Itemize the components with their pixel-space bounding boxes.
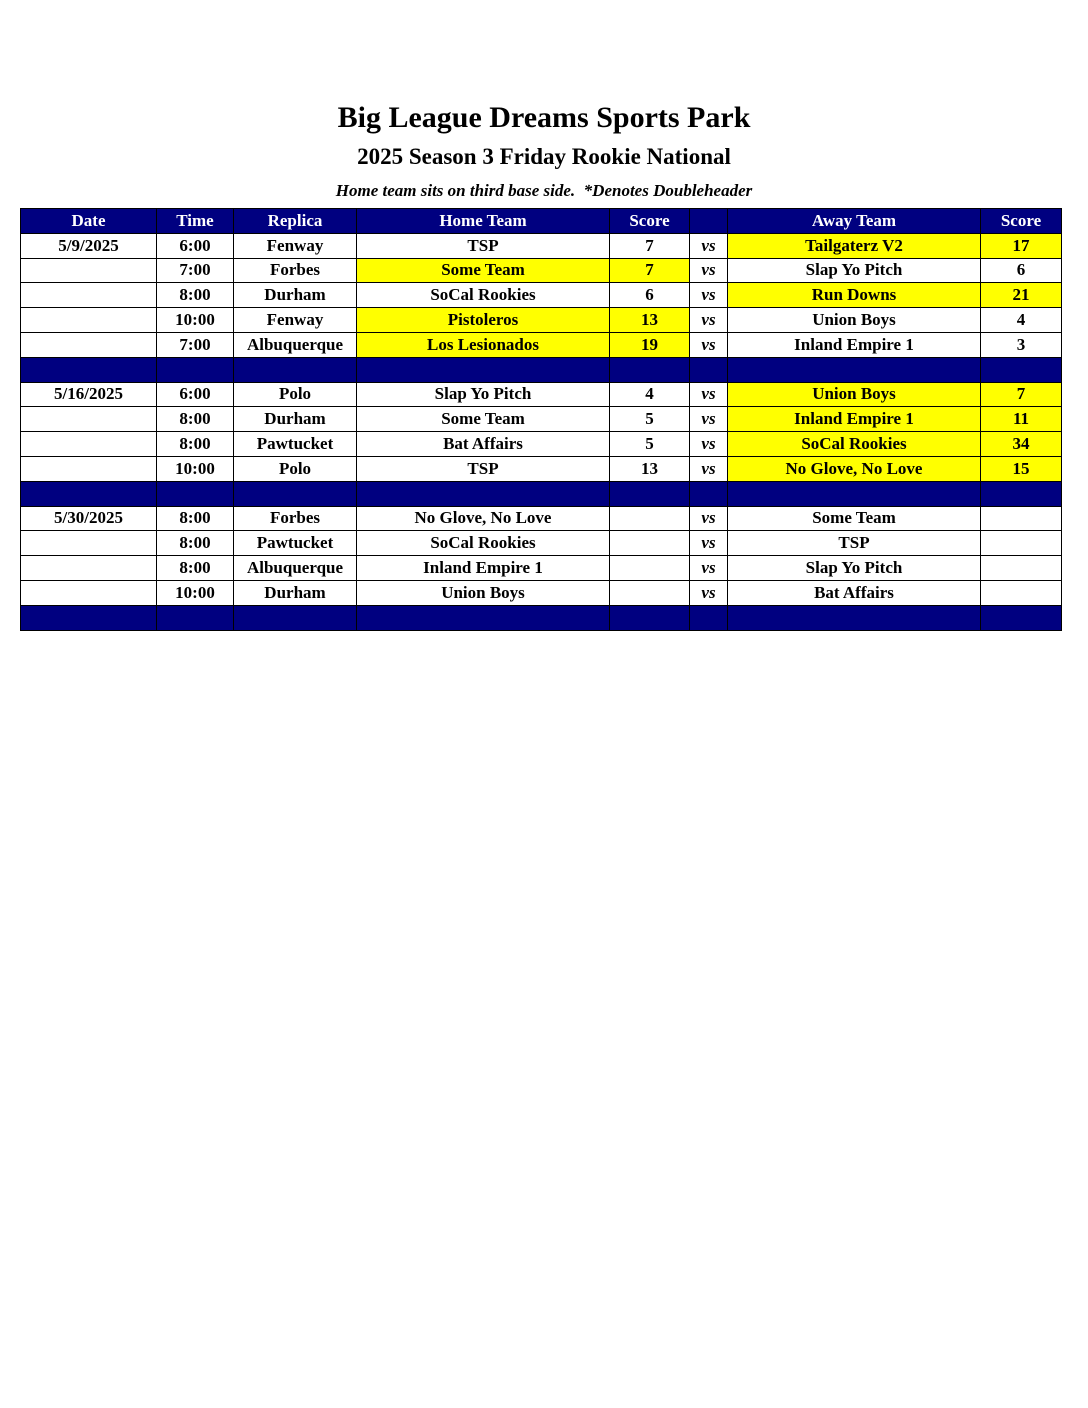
separator-cell bbox=[728, 357, 981, 382]
home-score: 7 bbox=[610, 233, 690, 258]
separator-cell bbox=[157, 481, 234, 506]
vs-label: vs bbox=[690, 556, 728, 581]
separator-cell bbox=[690, 357, 728, 382]
home-score: 19 bbox=[610, 332, 690, 357]
vs-label: vs bbox=[690, 308, 728, 333]
game-row bbox=[21, 432, 1062, 457]
game-time: 8:00 bbox=[157, 407, 234, 432]
game-date bbox=[21, 258, 157, 283]
game-time: 8:00 bbox=[157, 283, 234, 308]
game-date bbox=[21, 407, 157, 432]
game-date: 5/30/2025 bbox=[21, 506, 157, 531]
separator-cell bbox=[357, 605, 610, 630]
away-score: 4 bbox=[981, 308, 1062, 333]
game-replica: Durham bbox=[234, 407, 357, 432]
separator-cell bbox=[610, 357, 690, 382]
separator-cell bbox=[21, 605, 157, 630]
game-replica: Durham bbox=[234, 580, 357, 605]
home-team: Some Team bbox=[357, 407, 610, 432]
vs-label: vs bbox=[690, 407, 728, 432]
separator-row bbox=[21, 357, 1062, 382]
home-score: 6 bbox=[610, 283, 690, 308]
game-time: 7:00 bbox=[157, 258, 234, 283]
game-date bbox=[21, 432, 157, 457]
home-score: 4 bbox=[610, 382, 690, 407]
away-score: 34 bbox=[981, 432, 1062, 457]
vs-label: vs bbox=[690, 531, 728, 556]
vs-label: vs bbox=[690, 506, 728, 531]
page-title: Big League Dreams Sports Park bbox=[337, 101, 751, 134]
game-replica: Polo bbox=[234, 382, 357, 407]
game-replica: Pawtucket bbox=[234, 432, 357, 457]
away-score: 3 bbox=[981, 332, 1062, 357]
separator-cell bbox=[21, 481, 157, 506]
game-row bbox=[21, 456, 1062, 481]
game-row bbox=[21, 531, 1062, 556]
separator-cell bbox=[234, 605, 357, 630]
home-team: SoCal Rookies bbox=[357, 283, 610, 308]
separator-cell bbox=[728, 481, 981, 506]
separator-cell bbox=[357, 481, 610, 506]
away-team: Inland Empire 1 bbox=[728, 407, 981, 432]
game-time: 10:00 bbox=[157, 456, 234, 481]
away-team: Some Team bbox=[728, 506, 981, 531]
separator-cell bbox=[610, 481, 690, 506]
separator-cell bbox=[690, 605, 728, 630]
game-replica: Albuquerque bbox=[234, 556, 357, 581]
separator-cell bbox=[157, 357, 234, 382]
game-date bbox=[21, 283, 157, 308]
separator-cell bbox=[728, 605, 981, 630]
game-row bbox=[21, 283, 1062, 308]
vs-label: vs bbox=[690, 233, 728, 258]
schedule-table bbox=[20, 208, 1062, 631]
game-time: 8:00 bbox=[157, 432, 234, 457]
header-replica: Replica bbox=[234, 209, 357, 234]
vs-label: vs bbox=[690, 382, 728, 407]
vs-label: vs bbox=[690, 456, 728, 481]
away-team: Inland Empire 1 bbox=[728, 332, 981, 357]
vs-label: vs bbox=[690, 332, 728, 357]
separator-cell bbox=[981, 357, 1062, 382]
home-score bbox=[610, 556, 690, 581]
separator-cell bbox=[234, 357, 357, 382]
game-date bbox=[21, 332, 157, 357]
away-team: Union Boys bbox=[728, 308, 981, 333]
separator-cell bbox=[234, 481, 357, 506]
game-row bbox=[21, 308, 1062, 333]
game-date bbox=[21, 531, 157, 556]
game-replica: Durham bbox=[234, 283, 357, 308]
separator-cell bbox=[357, 357, 610, 382]
game-time: 8:00 bbox=[157, 506, 234, 531]
header-away-score: Score bbox=[981, 209, 1062, 234]
home-team: SoCal Rookies bbox=[357, 531, 610, 556]
home-score: 7 bbox=[610, 258, 690, 283]
away-team: Tailgaterz V2 bbox=[728, 233, 981, 258]
header-time: Time bbox=[157, 209, 234, 234]
away-team: No Glove, No Love bbox=[728, 456, 981, 481]
away-score: 6 bbox=[981, 258, 1062, 283]
home-team: TSP bbox=[357, 456, 610, 481]
away-score: 7 bbox=[981, 382, 1062, 407]
separator-cell bbox=[21, 357, 157, 382]
game-row bbox=[21, 258, 1062, 283]
game-row bbox=[21, 556, 1062, 581]
game-time: 8:00 bbox=[157, 531, 234, 556]
away-team: TSP bbox=[728, 531, 981, 556]
game-row bbox=[21, 407, 1062, 432]
game-date bbox=[21, 580, 157, 605]
home-score: 13 bbox=[610, 308, 690, 333]
header-home-team: Home Team bbox=[357, 209, 610, 234]
separator-cell bbox=[157, 605, 234, 630]
game-date bbox=[21, 556, 157, 581]
away-team: Bat Affairs bbox=[728, 580, 981, 605]
home-team: Union Boys bbox=[357, 580, 610, 605]
home-team: Some Team bbox=[357, 258, 610, 283]
game-date bbox=[21, 308, 157, 333]
game-time: 10:00 bbox=[157, 308, 234, 333]
home-score: 13 bbox=[610, 456, 690, 481]
vs-label: vs bbox=[690, 258, 728, 283]
home-team: Inland Empire 1 bbox=[357, 556, 610, 581]
schedule-note: Home team sits on third base side. *Denotes Doubleheader bbox=[335, 181, 753, 200]
away-score: 17 bbox=[981, 233, 1062, 258]
separator-cell bbox=[610, 605, 690, 630]
away-score: 11 bbox=[981, 407, 1062, 432]
game-row bbox=[21, 506, 1062, 531]
away-score: 21 bbox=[981, 283, 1062, 308]
game-replica: Polo bbox=[234, 456, 357, 481]
header-vs bbox=[690, 209, 728, 234]
header-date: Date bbox=[21, 209, 157, 234]
game-replica: Albuquerque bbox=[234, 332, 357, 357]
game-row bbox=[21, 382, 1062, 407]
separator-cell bbox=[981, 481, 1062, 506]
home-team: Pistoleros bbox=[357, 308, 610, 333]
header-row bbox=[21, 209, 1062, 234]
game-date bbox=[21, 456, 157, 481]
home-team: No Glove, No Love bbox=[357, 506, 610, 531]
schedule-body bbox=[21, 233, 1062, 630]
game-row bbox=[21, 580, 1062, 605]
home-team: Slap Yo Pitch bbox=[357, 382, 610, 407]
home-team: Bat Affairs bbox=[357, 432, 610, 457]
game-time: 7:00 bbox=[157, 332, 234, 357]
home-score: 5 bbox=[610, 407, 690, 432]
game-date: 5/16/2025 bbox=[21, 382, 157, 407]
game-replica: Fenway bbox=[234, 233, 357, 258]
page-subtitle: 2025 Season 3 Friday Rookie National bbox=[357, 144, 731, 169]
separator-row bbox=[21, 481, 1062, 506]
vs-label: vs bbox=[690, 283, 728, 308]
away-score bbox=[981, 580, 1062, 605]
game-time: 6:00 bbox=[157, 382, 234, 407]
home-score bbox=[610, 580, 690, 605]
game-replica: Fenway bbox=[234, 308, 357, 333]
away-team: Run Downs bbox=[728, 283, 981, 308]
away-score bbox=[981, 531, 1062, 556]
header-home-score: Score bbox=[610, 209, 690, 234]
home-team: Los Lesionados bbox=[357, 332, 610, 357]
game-replica: Pawtucket bbox=[234, 531, 357, 556]
away-team: Union Boys bbox=[728, 382, 981, 407]
vs-label: vs bbox=[690, 432, 728, 457]
separator-cell bbox=[981, 605, 1062, 630]
home-team: TSP bbox=[357, 233, 610, 258]
away-score bbox=[981, 506, 1062, 531]
away-team: Slap Yo Pitch bbox=[728, 258, 981, 283]
game-row bbox=[21, 233, 1062, 258]
game-date: 5/9/2025 bbox=[21, 233, 157, 258]
home-score: 5 bbox=[610, 432, 690, 457]
separator-row bbox=[21, 605, 1062, 630]
game-row bbox=[21, 332, 1062, 357]
separator-cell bbox=[690, 481, 728, 506]
home-score bbox=[610, 531, 690, 556]
vs-label: vs bbox=[690, 580, 728, 605]
game-time: 10:00 bbox=[157, 580, 234, 605]
away-score: 15 bbox=[981, 456, 1062, 481]
away-score bbox=[981, 556, 1062, 581]
away-team: Slap Yo Pitch bbox=[728, 556, 981, 581]
away-team: SoCal Rookies bbox=[728, 432, 981, 457]
home-score bbox=[610, 506, 690, 531]
game-time: 8:00 bbox=[157, 556, 234, 581]
header-away-team: Away Team bbox=[728, 209, 981, 234]
game-replica: Forbes bbox=[234, 258, 357, 283]
game-time: 6:00 bbox=[157, 233, 234, 258]
game-replica: Forbes bbox=[234, 506, 357, 531]
